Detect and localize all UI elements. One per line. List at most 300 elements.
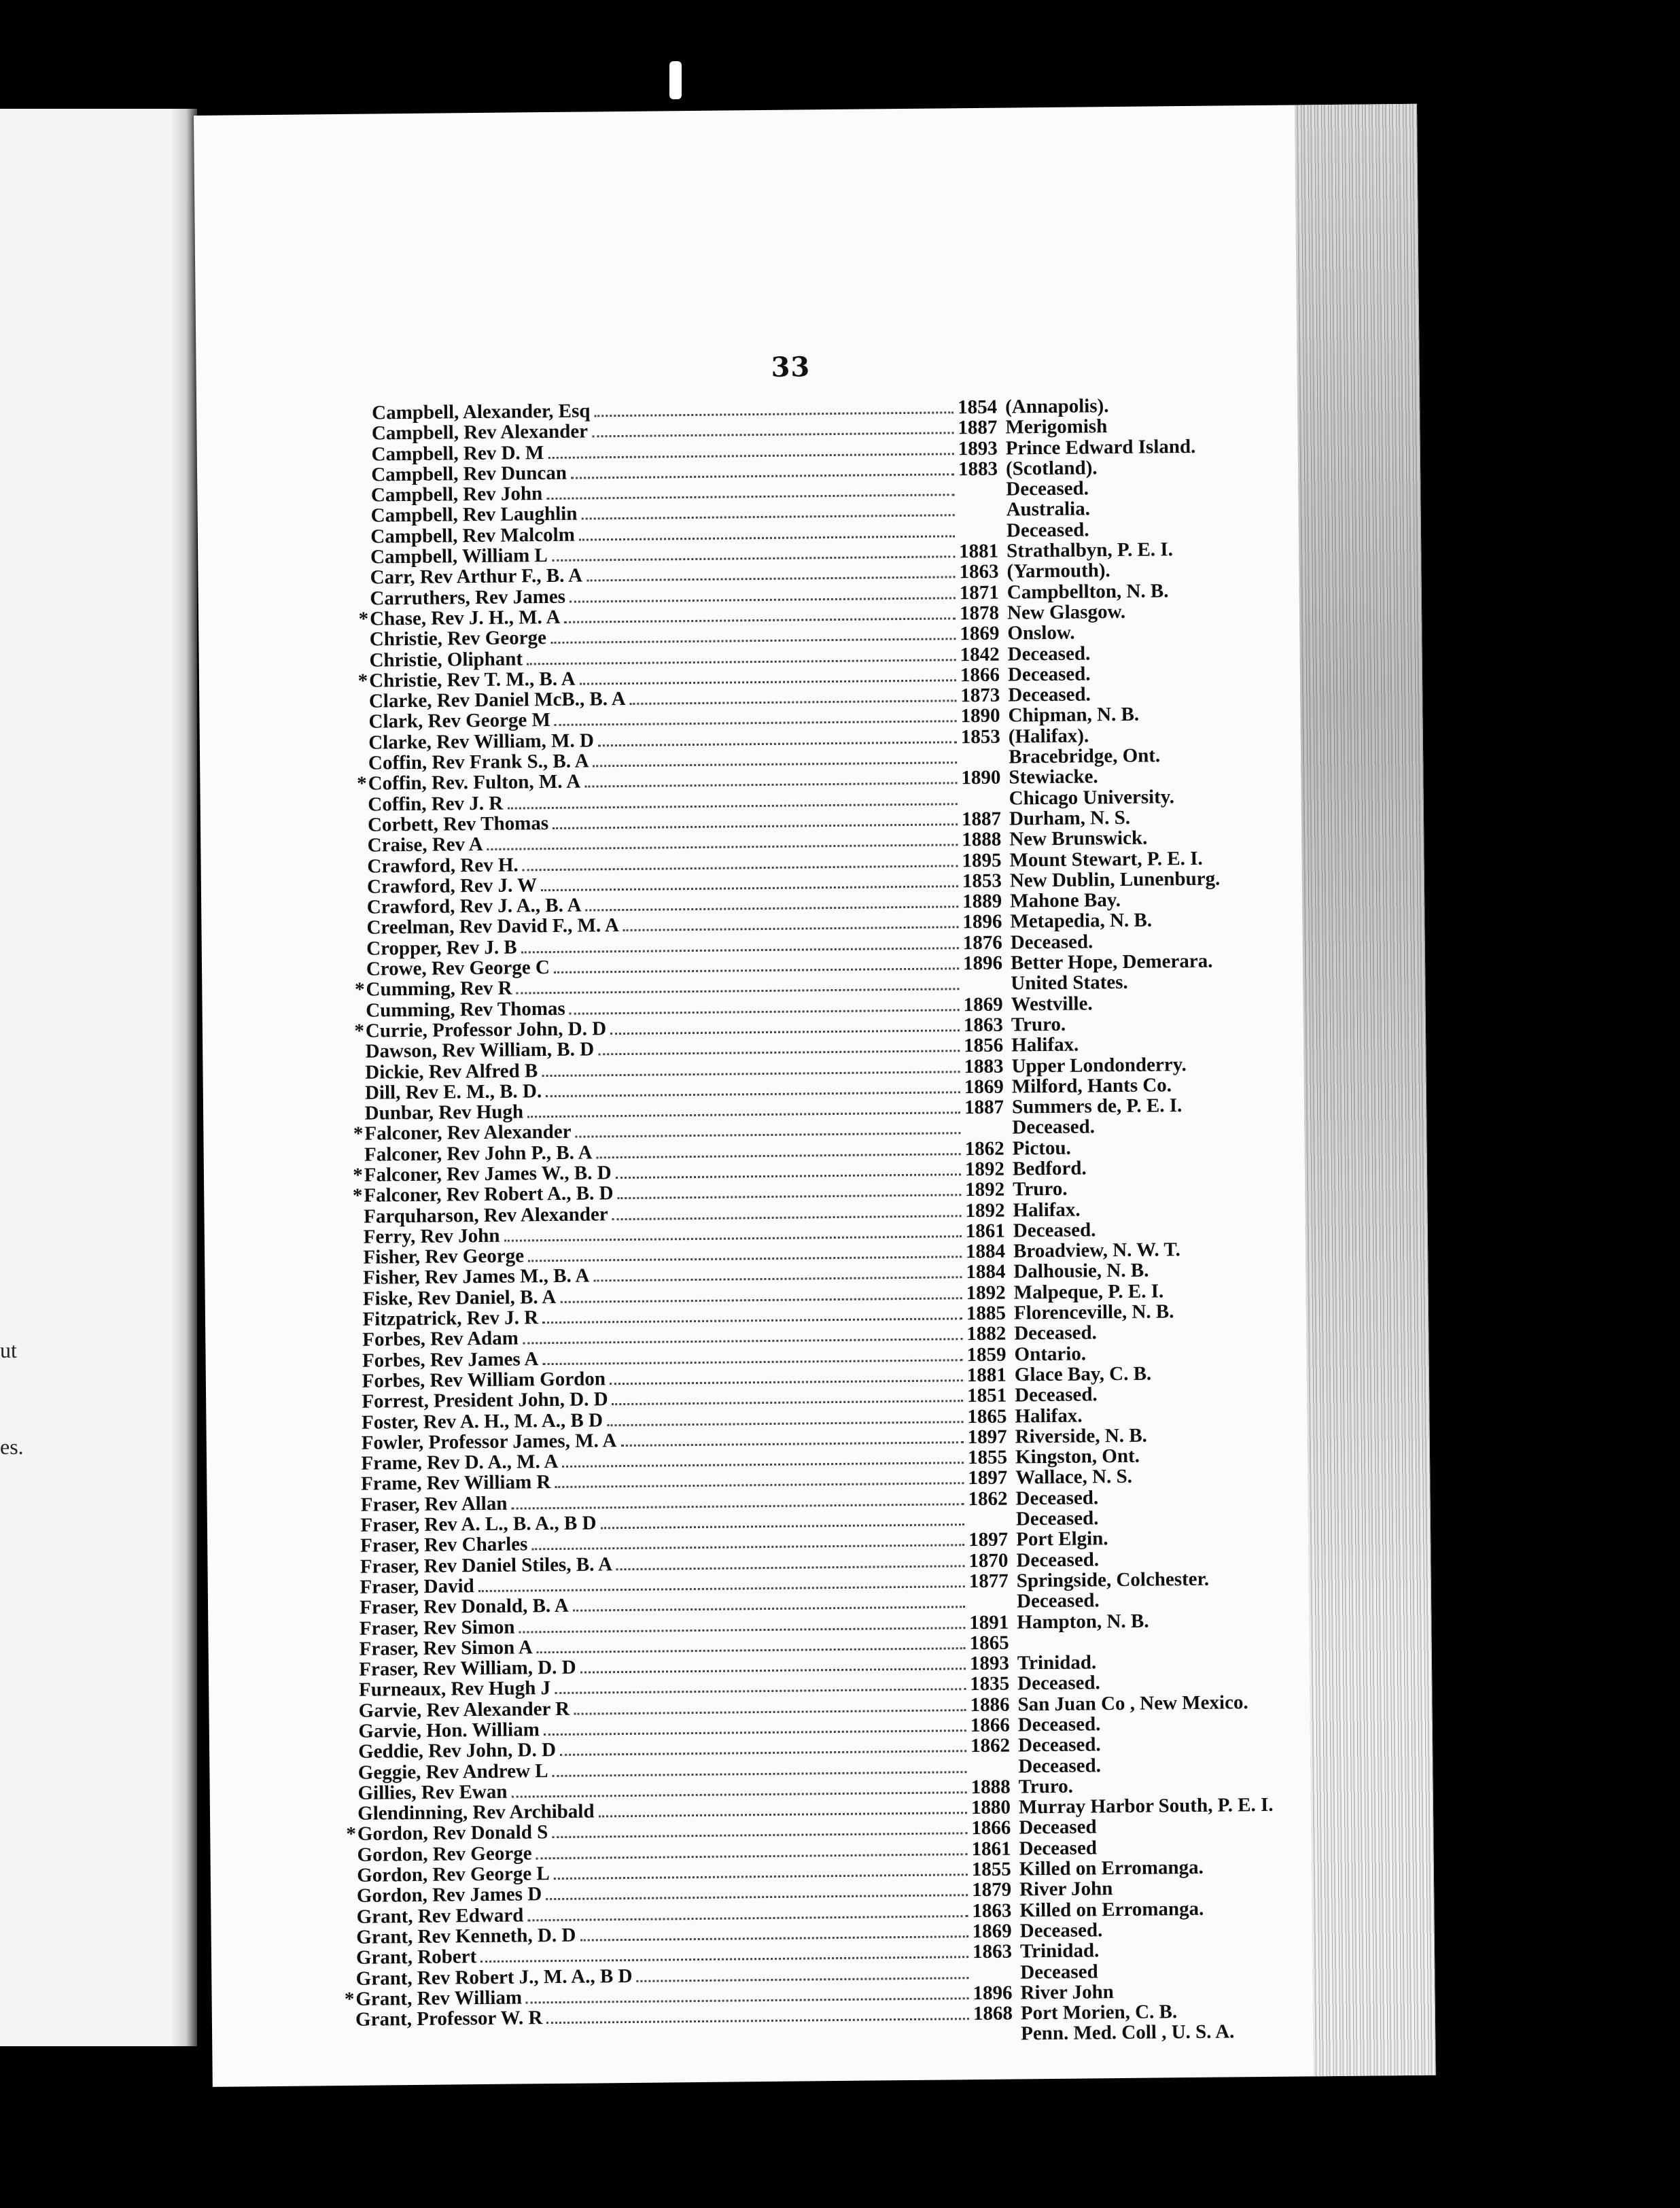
entry-name: Fiske, Rev Daniel, B. A xyxy=(362,1286,557,1310)
dot-leader xyxy=(478,1585,965,1592)
entry-place: Campbellton, N. B. xyxy=(1007,579,1169,604)
entry-place: Deceased. xyxy=(1012,1116,1096,1139)
entry-place: Deceased. xyxy=(1015,1487,1099,1510)
entry-year: 1870 xyxy=(968,1549,1009,1572)
entry-name: Corbett, Rev Thomas xyxy=(367,812,549,836)
left-page-fragment: ut xyxy=(0,1338,17,1362)
entry-name: Fraser, Rev Allan xyxy=(360,1492,508,1516)
dot-leader xyxy=(552,1833,967,1839)
entry-year: 1880 xyxy=(970,1796,1011,1819)
entry-name: Campbell, Rev D. M xyxy=(371,441,544,466)
entry-place: Halifax. xyxy=(1011,1033,1079,1056)
dot-leader xyxy=(554,967,959,973)
dot-leader xyxy=(612,1215,962,1220)
dot-leader xyxy=(586,905,959,911)
entry-name: Forbes, Rev James A xyxy=(362,1347,539,1372)
entry-place: Truro. xyxy=(1013,1178,1068,1201)
entry-year: 1893 xyxy=(969,1652,1010,1675)
entry-year xyxy=(969,1772,1010,1773)
entry-place: Deceased xyxy=(1020,1960,1098,1984)
entry-place: Durham, N. S. xyxy=(1009,806,1131,830)
entry-place: Stewiacke. xyxy=(1009,765,1098,789)
dot-leader xyxy=(527,1915,968,1921)
entry-name: Glendinning, Rev Archibald xyxy=(357,1800,595,1825)
entry-year: 1897 xyxy=(968,1528,1009,1551)
entry-name: Dill, Rev E. M., B. D. xyxy=(364,1080,542,1104)
entry-name: Frame, Rev D. A., M. A xyxy=(361,1451,559,1474)
entry-place: New Glasgow. xyxy=(1007,600,1126,624)
book-clip xyxy=(669,61,682,99)
entry-marker: * xyxy=(352,1184,363,1207)
entry-place: Deceased xyxy=(1019,1837,1098,1860)
entry-year: 1883 xyxy=(964,1055,1004,1077)
entry-name: Fraser, Rev A. L., B. A., B D xyxy=(360,1512,597,1536)
entry-place: Bracebridge, Ont. xyxy=(1008,744,1161,768)
entry-place: Summers de, P. E. I. xyxy=(1011,1094,1183,1118)
entry-year: 1853 xyxy=(962,869,1002,893)
dot-leader xyxy=(536,1853,968,1859)
entry-name: Campbell, Rev Malcolm xyxy=(370,523,575,548)
entry-year xyxy=(963,1134,1004,1135)
entry-name: Clark, Rev George M xyxy=(368,709,551,734)
entry-year: 1895 xyxy=(962,849,1002,872)
dot-leader xyxy=(560,1750,966,1756)
entry-place: Deceased. xyxy=(1016,1589,1100,1612)
left-page-fragment: es. xyxy=(0,1434,24,1459)
entry-name: Crawford, Rev J. A., B. A xyxy=(366,894,582,918)
entry-name: Chase, Rev J. H., M. A xyxy=(369,606,561,630)
dot-leader xyxy=(511,1791,966,1797)
entry-name: Fowler, Professor James, M. A xyxy=(361,1429,617,1454)
dot-leader xyxy=(570,1009,960,1015)
entry-place: Port Morien, C. B. xyxy=(1020,2001,1178,2024)
dot-leader xyxy=(527,1111,960,1118)
entry-year: 1869 xyxy=(960,622,1000,645)
entry-year: 1856 xyxy=(964,1034,1004,1057)
entry-place: River John xyxy=(1020,1980,1114,2004)
entry-name: Cumming, Rev Thomas xyxy=(366,997,565,1022)
entry-place: Deceased. xyxy=(1007,642,1091,666)
entry-name: Fitzpatrick, Rev J. R xyxy=(362,1307,539,1330)
entry-year: 1851 xyxy=(966,1384,1007,1407)
entry-place: Pictou. xyxy=(1012,1137,1071,1160)
entry-place: Hampton, N. B. xyxy=(1017,1610,1149,1633)
entry-year: 1861 xyxy=(971,1838,1011,1860)
entry-year: 1892 xyxy=(966,1281,1006,1304)
entry-name: Frame, Rev William R xyxy=(360,1471,551,1496)
entry-name: Falconer, Rev Alexander xyxy=(364,1121,572,1145)
entry-year: 1842 xyxy=(960,643,1000,666)
entry-name: Furneaux, Rev Hugh J xyxy=(358,1677,551,1702)
entry-year: 1862 xyxy=(968,1487,1008,1510)
entry-name: Clarke, Rev William, M. D xyxy=(368,729,594,754)
entry-place: Metapedia, N. B. xyxy=(1010,909,1153,933)
dot-leader xyxy=(554,1874,968,1880)
entry-name: Grant, Professor W. R xyxy=(355,2007,543,2031)
dot-leader xyxy=(610,1379,963,1385)
entry-place: Wallace, N. S. xyxy=(1015,1466,1133,1489)
entry-name: Gordon, Rev George xyxy=(357,1842,532,1866)
entry-year: 1869 xyxy=(972,1920,1012,1943)
dot-leader xyxy=(593,1277,962,1282)
entry-name: Cropper, Rev J. B xyxy=(366,936,517,960)
entry-name: Grant, Rev Kenneth, D. D xyxy=(356,1924,576,1948)
right-page xyxy=(194,104,1436,2087)
entry-year xyxy=(960,763,1000,764)
entry-place: Merigomish xyxy=(1005,415,1108,438)
entry-year: 1896 xyxy=(962,952,1003,975)
entry-year: 1853 xyxy=(960,725,1000,748)
dot-leader xyxy=(542,1359,962,1365)
entry-year: 1884 xyxy=(966,1261,1006,1283)
dot-leader xyxy=(570,597,956,602)
entry-year: 1876 xyxy=(962,931,1002,954)
entry-year xyxy=(960,804,1001,805)
dot-leader xyxy=(480,1956,968,1963)
dot-leader xyxy=(573,1606,965,1612)
dot-leader xyxy=(546,494,954,500)
entry-year: 1862 xyxy=(964,1137,1004,1160)
dot-leader xyxy=(598,1050,960,1055)
dot-leader xyxy=(580,1668,966,1673)
entry-place: Trinidad. xyxy=(1019,1939,1100,1963)
entry-year: 1859 xyxy=(966,1343,1007,1366)
entry-place: Deceased. xyxy=(1014,1322,1097,1345)
dot-leader xyxy=(592,432,953,438)
entry-place: Deceased. xyxy=(1017,1713,1101,1736)
dot-leader xyxy=(571,473,954,479)
entry-year: 1855 xyxy=(967,1446,1008,1469)
entry-year: 1885 xyxy=(966,1302,1007,1325)
entry-year: 1897 xyxy=(968,1467,1008,1489)
entry-year: 1868 xyxy=(973,2002,1013,2025)
dot-leader xyxy=(504,1235,961,1241)
dot-leader xyxy=(607,1421,963,1426)
entry-year: 1866 xyxy=(960,663,1000,687)
entry-place: Halifax. xyxy=(1013,1198,1081,1222)
entry-name: Geggie, Rev Andrew L xyxy=(357,1759,548,1784)
entry-place: Deceased. xyxy=(1006,519,1089,542)
entry-place: (Yarmouth). xyxy=(1007,559,1110,583)
entry-name: Fisher, Rev James M., B. A xyxy=(363,1264,590,1290)
entry-year: 1896 xyxy=(962,911,1002,933)
entry-place: Deceased. xyxy=(1010,931,1093,954)
entry-name: Campbell, Rev John xyxy=(370,483,543,506)
entry-place: Deceased. xyxy=(1013,1219,1096,1242)
entry-name: Fraser, Rev Simon xyxy=(359,1616,515,1640)
entry-name: Grant, Rev Edward xyxy=(356,1904,524,1928)
entry-place: (Annapolis). xyxy=(1005,395,1109,418)
entry-name: Clarke, Rev Daniel McB., B. A xyxy=(368,688,626,712)
entry-name: Forbes, Rev William Gordon xyxy=(362,1368,606,1392)
dot-leader xyxy=(637,1977,969,1982)
entry-year xyxy=(971,1978,1012,1979)
entry-name: Garvie, Rev Alexander R xyxy=(358,1697,570,1722)
dot-leader xyxy=(597,1153,961,1158)
entry-name: Fraser, David xyxy=(360,1575,474,1598)
dot-leader xyxy=(528,1256,962,1262)
entry-name: Cumming, Rev R xyxy=(366,977,512,1001)
dot-leader xyxy=(584,782,957,788)
entry-name: Carruthers, Rev James xyxy=(370,585,566,610)
dot-leader xyxy=(555,1689,966,1695)
dot-leader xyxy=(587,576,956,582)
entry-place: Mount Stewart, P. E. I. xyxy=(1009,847,1203,872)
dot-leader xyxy=(523,1339,962,1345)
entry-year: 1863 xyxy=(972,1899,1012,1922)
entry-place: San Juan Co , New Mexico. xyxy=(1017,1691,1248,1716)
entry-year: 1897 xyxy=(967,1426,1007,1449)
entry-place: Prince Edward Island. xyxy=(1005,435,1196,460)
entry-place: Port Elgin. xyxy=(1016,1528,1108,1551)
entry-year: 1890 xyxy=(961,766,1001,789)
dot-leader xyxy=(523,865,958,871)
entry-name: Grant, Robert xyxy=(355,1946,477,1969)
entry-name: Falconer, Rev Robert A., B. D xyxy=(364,1182,614,1207)
entry-year: 1887 xyxy=(958,416,998,439)
entry-name: Foster, Rev A. H., M. A., B D xyxy=(361,1409,603,1434)
entry-year: 1888 xyxy=(970,1776,1011,1799)
dot-leader xyxy=(579,535,955,540)
entry-place: Bedford. xyxy=(1012,1157,1087,1180)
entry-place: Mahone Bay. xyxy=(1009,889,1121,912)
entry-place xyxy=(1009,1645,1398,1649)
dot-leader xyxy=(580,1935,968,1941)
entry-marker: * xyxy=(357,670,368,692)
entry-name: Campbell, Rev Laughlin xyxy=(370,503,578,528)
entry-place: Killed on Erromanga. xyxy=(1019,1897,1204,1922)
entry-name: Christie, Oliphant xyxy=(369,647,523,672)
dot-leader xyxy=(576,1133,961,1138)
entry-place: Glace Bay, C. B. xyxy=(1014,1362,1152,1386)
dot-leader xyxy=(616,1565,965,1570)
entry-list xyxy=(326,393,1401,2051)
entry-place: Killed on Erromanga. xyxy=(1019,1856,1204,1880)
dot-leader xyxy=(581,515,954,520)
entry-year: 1889 xyxy=(962,890,1002,913)
entry-name: Dunbar, Rev Hugh xyxy=(364,1101,524,1124)
dot-leader xyxy=(630,700,957,705)
dot-leader xyxy=(541,885,958,891)
dot-leader xyxy=(544,1729,966,1736)
entry-year xyxy=(958,516,998,517)
entry-place: Deceased. xyxy=(1017,1733,1101,1757)
dot-leader xyxy=(616,1173,961,1179)
entry-place: Strathalbyn, P. E. I. xyxy=(1007,538,1174,562)
dot-leader xyxy=(593,761,958,767)
entry-year: 1881 xyxy=(966,1364,1007,1387)
entry-year: 1896 xyxy=(973,1982,1013,2004)
entry-name: Craise, Rev A xyxy=(367,833,483,857)
dot-leader xyxy=(612,1400,964,1405)
entry-year: 1887 xyxy=(964,1096,1004,1119)
entry-place: New Brunswick. xyxy=(1009,827,1148,850)
dot-leader xyxy=(487,844,958,850)
dot-leader xyxy=(542,1317,962,1324)
dot-leader xyxy=(519,1627,966,1633)
entry-place: Deceased. xyxy=(1016,1548,1100,1572)
dot-leader xyxy=(546,2018,969,2024)
entry-place: Deceased. xyxy=(1007,663,1091,686)
entry-year: 1869 xyxy=(963,993,1003,1016)
entry-name: Campbell, William L xyxy=(370,545,548,568)
entry-name: Garvie, Hon. William xyxy=(358,1719,540,1742)
entry-name: Crawford, Rev J. W xyxy=(366,874,538,898)
dot-leader xyxy=(550,638,956,644)
dot-leader xyxy=(553,1771,967,1777)
entry-year: 1878 xyxy=(959,602,1000,625)
entry-place: Springside, Colchester. xyxy=(1016,1568,1210,1592)
entry-name: Fraser, Rev Daniel Stiles, B. A xyxy=(360,1553,613,1578)
dot-leader xyxy=(542,1071,960,1077)
entry-name: Gillies, Rev Ewan xyxy=(357,1780,508,1804)
entry-name: Gordon, Rev Donald S xyxy=(357,1821,548,1846)
entry-name: Crawford, Rev H. xyxy=(367,853,519,878)
dot-leader xyxy=(552,555,955,562)
dot-leader xyxy=(618,1194,962,1200)
entry-place: River John xyxy=(1019,1878,1113,1901)
entry-name: Fraser, Rev Charles xyxy=(360,1533,528,1557)
entry-name: Farquharson, Rev Alexander xyxy=(363,1203,608,1228)
entry-name: Campbell, Alexander, Esq xyxy=(372,400,591,424)
entry-name: Gordon, Rev James D xyxy=(356,1883,542,1908)
entry-name: Falconer, Rev James W., B. D xyxy=(364,1162,612,1186)
entry-place: Dalhousie, N. B. xyxy=(1013,1260,1149,1283)
entry-name: Falconer, Rev John P., B. A xyxy=(364,1141,593,1166)
entry-place: (Halifax). xyxy=(1008,725,1089,748)
entry-name: Fraser, Rev Donald, B. A xyxy=(360,1595,569,1619)
entry-place: Halifax. xyxy=(1015,1404,1083,1428)
entry-place: Better Hope, Demerara. xyxy=(1010,950,1213,974)
entry-place: Deceased xyxy=(1019,1816,1097,1839)
entry-place: Broadview, N. W. T. xyxy=(1013,1239,1181,1262)
entry-year: 1879 xyxy=(971,1878,1012,1901)
entry-marker: * xyxy=(356,772,367,795)
entry-year: 1863 xyxy=(959,561,999,583)
entry-place: Deceased. xyxy=(1008,683,1091,706)
dot-leader xyxy=(507,803,957,809)
dot-leader xyxy=(623,927,959,932)
dot-leader xyxy=(610,1029,960,1035)
entry-name: Coffin, Rev Frank S., B. A xyxy=(368,750,589,774)
entry-place: Ontario. xyxy=(1014,1343,1087,1366)
entry-place: Chicago University. xyxy=(1009,785,1175,810)
entry-name: Currie, Professor John, D. D xyxy=(365,1018,607,1042)
entry-name: Dawson, Rev William, B. D xyxy=(365,1038,595,1063)
entry-name: Forbes, Rev Adam xyxy=(362,1327,519,1351)
entry-place: Trinidad. xyxy=(1017,1651,1097,1674)
entry-year: 1877 xyxy=(968,1570,1009,1593)
dot-leader xyxy=(546,1895,968,1901)
entry-year: 1865 xyxy=(967,1405,1007,1428)
entry-name: Fraser, Rev Simon A xyxy=(359,1636,533,1660)
entry-marker: * xyxy=(346,1823,357,1846)
entry-place: Deceased. xyxy=(1019,1919,1103,1942)
entry-name: Grant, Rev William xyxy=(355,1986,523,2010)
entry-year: 1888 xyxy=(962,828,1002,851)
entry-year: 1866 xyxy=(970,1714,1010,1737)
left-page xyxy=(0,109,197,2046)
entry-year: 1855 xyxy=(971,1858,1011,1881)
entry-name: Dickie, Rev Alfred B xyxy=(365,1059,538,1084)
entry-year: 1835 xyxy=(970,1672,1010,1695)
entry-year: 1886 xyxy=(970,1693,1010,1716)
entry-marker: * xyxy=(354,1020,365,1042)
entry-name: Christie, Rev T. M., B. A xyxy=(369,668,576,692)
entry-place: Australia. xyxy=(1006,498,1091,521)
entry-year: 1881 xyxy=(959,540,999,563)
entry-marker: * xyxy=(353,1164,363,1186)
entry-year: 1890 xyxy=(960,705,1000,727)
dot-leader xyxy=(598,741,957,746)
entry-marker: * xyxy=(358,608,369,630)
dot-leader xyxy=(531,1545,964,1551)
dot-leader xyxy=(600,1523,964,1529)
entry-year: 1861 xyxy=(965,1220,1005,1243)
dot-leader xyxy=(553,823,958,829)
entry-name: Forrest, President John, D. D xyxy=(362,1388,608,1413)
entry-year: 1887 xyxy=(961,808,1002,831)
entry-name: Christie, Rev George xyxy=(369,627,547,651)
book-gutter xyxy=(170,109,197,2046)
entry-year: 1862 xyxy=(970,1734,1011,1757)
entry-name: Grant, Rev Robert J., M. A., B D xyxy=(355,1965,633,1990)
dot-leader xyxy=(527,659,956,665)
entry-year xyxy=(972,2040,1013,2041)
entry-year xyxy=(967,1525,1008,1526)
dot-leader xyxy=(511,1503,964,1509)
entry-marker: * xyxy=(344,1988,355,2010)
entry-place: Deceased. xyxy=(1015,1507,1099,1530)
dot-leader xyxy=(580,679,956,685)
entry-place: United States. xyxy=(1011,971,1128,995)
entry-name: Crowe, Rev George C xyxy=(366,956,550,980)
entry-place: Malpeque, P. E. I. xyxy=(1013,1280,1164,1304)
entry-marker: * xyxy=(354,978,365,1001)
entry-year: 1871 xyxy=(959,581,999,604)
dot-leader xyxy=(537,1647,966,1653)
entry-name: Campbell, Rev Alexander xyxy=(371,420,589,445)
entry-place: Penn. Med. Coll , U. S. A. xyxy=(1020,2020,1235,2045)
dot-leader xyxy=(555,1483,964,1489)
dot-leader xyxy=(517,988,960,995)
entry-year: 1883 xyxy=(958,458,998,481)
entry-place: (Scotland). xyxy=(1005,457,1098,480)
entry-name: Fisher, Rev George xyxy=(363,1245,525,1269)
entry-year: 1893 xyxy=(958,437,998,460)
entry-place: Truro. xyxy=(1018,1775,1074,1798)
entry-year xyxy=(958,536,998,537)
entry-place: Riverside, N. B. xyxy=(1015,1424,1147,1448)
entry-place: Milford, Hants Co. xyxy=(1011,1074,1172,1098)
entry-year: 1866 xyxy=(971,1817,1011,1840)
entry-name: Fraser, Rev William, D. D xyxy=(359,1656,576,1680)
entry-name: Creelman, Rev David F., M. A xyxy=(366,914,619,939)
entry-name: Carr, Rev Arthur F., B. A xyxy=(370,564,583,589)
entry-place: Kingston, Ont. xyxy=(1015,1445,1140,1468)
entry-name: Coffin, Rev J. R xyxy=(368,792,504,816)
entry-place: Murray Harbor South, P. E. I. xyxy=(1018,1794,1274,1818)
dot-leader xyxy=(620,1441,963,1447)
entry-year: 1873 xyxy=(960,684,1000,707)
dot-leader xyxy=(521,947,959,953)
entry-place: Onslow. xyxy=(1007,621,1075,644)
entry-place: Deceased. xyxy=(1014,1383,1098,1407)
entry-place: Westville. xyxy=(1011,992,1093,1016)
dot-leader xyxy=(562,1462,964,1468)
entry-place: Truro. xyxy=(1011,1013,1066,1036)
dot-leader xyxy=(555,721,957,727)
